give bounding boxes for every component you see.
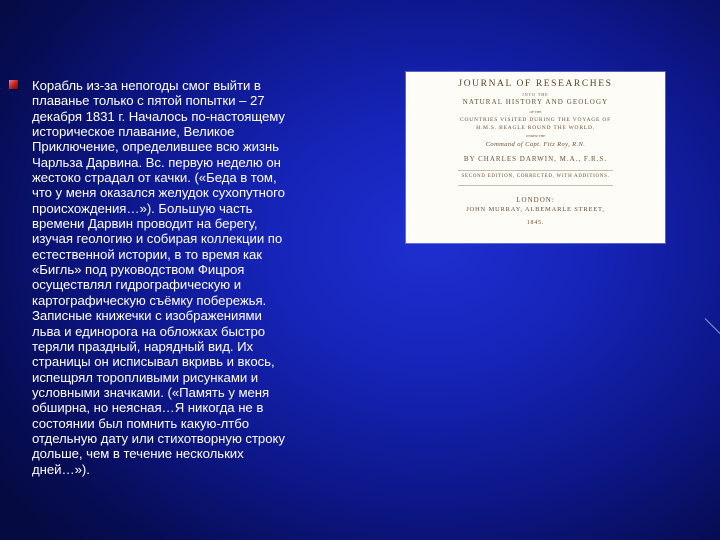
book-year: 1845. [526, 220, 545, 226]
decorative-streak [705, 318, 720, 337]
book-title-page-image [406, 72, 665, 243]
slide-paragraph: Корабль из-за непогоды смог выйти в плаванье только с пятой попытки – 27 декабря 1831 г. Началось по-настоящему историческое плавание, Великое Приключение, определившее всю жизнь Чарльза Дарвина. Вс. первую неделю он жестоко страдал от качки. («Беда в том, что у меня оказался желудок сухопутного происхождения…»). Большую часть времени Дарвин проводит на берегу, изучая геологию и собирая коллекции по естественной истории, в то время как «Бигль» под руководством Фицроя осуществлял гидрографическую и картографическую съёмку побережья. Записные книжечки с изображениями льва и единорога на обложках быстро теряли праздный, нарядный вид. Их страницы он исписывал вкривь и вкось, испещрял торопливыми рисунками и условными значками. («Память у меня обширна, но неясная…Я никогда не в состоянии был помнить какую-лтбо отдельную дату или стихотворную строку дольше, чем в течение нескольких дней…»). [32, 78, 285, 477]
book-under: UNDER THE [525, 134, 546, 138]
book-into: INTO THE [522, 92, 549, 97]
book-rule-bottom [458, 185, 613, 186]
book-author: BY CHARLES DARWIN, M.A., F.R.S. [463, 155, 608, 163]
book-subject: NATURAL HISTORY AND GEOLOGY [462, 98, 609, 106]
book-command: Command of Capt. Fitz Roy, R.N. [485, 141, 586, 148]
book-of-the: OF THE [529, 110, 542, 114]
book-publisher: JOHN MURRAY, ALBEMARLE STREET, [466, 206, 605, 213]
book-ship: H.M.S. BEAGLE ROUND THE WORLD, [476, 125, 595, 131]
book-city: LONDON: [516, 196, 555, 204]
book-rule-top [458, 170, 613, 171]
book-title: JOURNAL OF RESEARCHES [458, 79, 613, 89]
book-countries-visited: COUNTRIES VISITED DURING THE VOYAGE OF [460, 117, 611, 123]
book-edition: SECOND EDITION, CORRECTED, WITH ADDITIONS. [461, 174, 610, 179]
bullet-marker [9, 80, 18, 89]
